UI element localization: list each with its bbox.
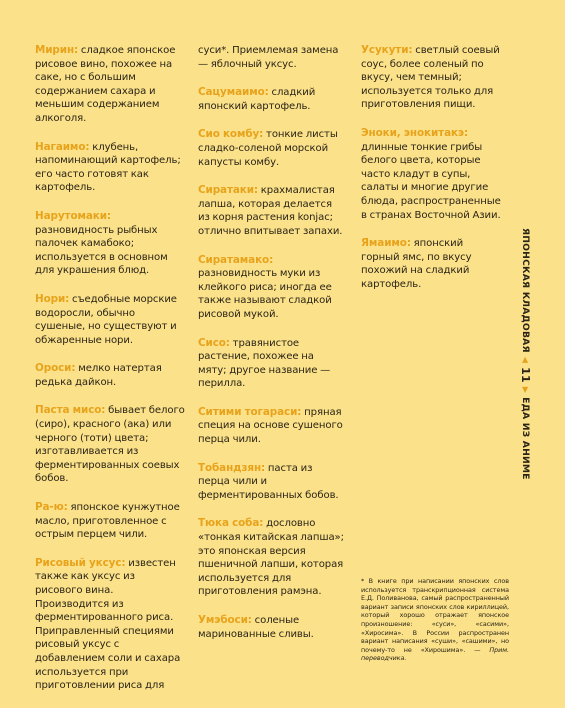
- glossary-entry: [198, 86, 344, 113]
- glossary-definition: мелко натертая редька дайкон.: [35, 363, 162, 388]
- glossary-term: Усукути:: [361, 44, 413, 56]
- glossary-term: Нагаимо:: [35, 140, 90, 153]
- glossary-term: Тюка соба:: [198, 517, 264, 530]
- glossary-term: Сиратамако:: [198, 253, 274, 266]
- glossary-definition: сладкий японский картофель.: [198, 87, 316, 112]
- glossary-term: Мирин:: [35, 44, 79, 56]
- footnote-editor-note: Прим. переводчика.: [361, 645, 509, 663]
- glossary-term: Сиратаки:: [198, 184, 258, 197]
- glossary-entry: [198, 614, 344, 641]
- glossary-definition: съедобные морские водоросли, обычно сушеные, но существуют и обжаренные нори.: [35, 293, 177, 346]
- glossary-definition: японское кунжутное масло, приготовленное с острым перцем чили.: [35, 502, 180, 541]
- glossary-entry-continuation: [198, 44, 344, 71]
- glossary-definition: светлый соевый соус, более соленый по вкусу, чем темный; используется только для приготовления пищи.: [361, 45, 500, 111]
- glossary-term: Ситими тогараси:: [198, 405, 302, 418]
- glossary-entry: [35, 557, 185, 693]
- separator-arrow-icon: ▶: [521, 386, 531, 394]
- glossary-term: Сисо:: [198, 336, 230, 349]
- glossary-term: Сио комбу:: [198, 128, 264, 141]
- glossary-entry: [35, 501, 185, 542]
- glossary-term: Ороси:: [35, 362, 76, 375]
- glossary-definition: известен также как уксус из рисового вина. Производится из ферментированного риса. Приправленный специями рисовый уксус с добавлением соли и сахара используется при приготовлении риса для: [35, 557, 181, 692]
- glossary-term: Сацумаимо:: [198, 86, 269, 99]
- footnote-text: * В книге при написании японских слов используется транскрипционная система Е.Д. Поливанова, самый распространенный вариант записи японских слов кириллицей, который хорошо отражает японское произношение: «суси», «сасими», «Хиросима». В России распространен вариант написания «суши», «сашими», но почему-то не «Хирошима». —: [361, 577, 509, 654]
- separator-arrow-icon: ◀: [521, 356, 531, 364]
- glossary-entry: [35, 293, 185, 347]
- glossary-term: Тобандзян:: [198, 461, 266, 474]
- section-title: ЯПОНСКАЯ КЛАДОВАЯ: [520, 228, 532, 353]
- glossary-definition: японский горный ямс, по вкусу похожий на сладкий картофель.: [361, 238, 472, 290]
- book-title: ЕДА ИЗ АНИМЕ: [520, 397, 532, 480]
- glossary-definition: пряная специя на основе сушеного перца чили.: [198, 406, 343, 446]
- glossary-term: Эноки, энокитакэ:: [361, 126, 469, 139]
- glossary-term: Ра-ю:: [35, 501, 68, 514]
- glossary-column-3: [361, 44, 503, 307]
- glossary-definition: разновидность рыбных палочек камабоко; используется в основном для украшения блюд.: [35, 224, 168, 277]
- page-number: 11: [519, 367, 533, 383]
- glossary-definition: длинные тонкие грибы белого цвета, которые часто кладут в супы, салаты и многие другие блюда, распространенные в странах Восточной Азии.: [361, 141, 501, 221]
- glossary-term: Умэбоси:: [198, 614, 252, 626]
- glossary-term: Паста мисо:: [35, 404, 106, 417]
- glossary-entry: [198, 462, 344, 503]
- glossary-entry: [198, 337, 344, 391]
- glossary-term: Рисовый уксус:: [35, 556, 126, 569]
- glossary-entry: [35, 210, 185, 278]
- glossary-entry: [35, 44, 185, 126]
- glossary-entry: [198, 184, 344, 238]
- glossary-entry: [361, 237, 503, 291]
- glossary-definition: сладкое японское рисовое вино, похожее на саке, но с большим содержанием сахара и меньшим содержанием алкоголя.: [35, 45, 176, 124]
- glossary-definition: соленые маринованные сливы.: [198, 615, 314, 640]
- glossary-definition: крахмалистая лапша, которая делается из корня растения konjac; отлично впитывает запахи.: [198, 185, 343, 237]
- glossary-definition: паста из перца чили и ферментированных бобов.: [198, 462, 339, 501]
- running-header: [518, 228, 534, 536]
- glossary-entry: [35, 404, 185, 486]
- glossary-term: Ямаимо:: [361, 237, 411, 250]
- glossary-definition: клубень, напоминающий картофель; его часто готовят как картофель.: [35, 141, 181, 194]
- glossary-definition: разновидность муки из клейкого риса; иногда ее также называют сладкой рисовой мукой.: [198, 268, 332, 320]
- glossary-term: Нори:: [35, 292, 70, 305]
- glossary-entry: [361, 44, 503, 112]
- glossary-entry: [198, 254, 344, 322]
- glossary-definition: суси*. Приемлемая замена — яблочный уксус.: [198, 45, 339, 70]
- glossary-entry: [35, 141, 185, 195]
- glossary-column-2: [198, 44, 344, 656]
- glossary-definition: бывает белого (сиро), красного (ака) или черного (тоти) цвета; изготавливается из ферментированных соевых бобов.: [35, 405, 185, 485]
- glossary-term: Нарутомаки:: [35, 209, 111, 222]
- footnote: [361, 577, 509, 663]
- glossary-entry: [198, 406, 344, 447]
- glossary-definition: тонкие листы сладко-соленой морской капусты комбу.: [198, 129, 338, 168]
- glossary-entry: [198, 128, 344, 169]
- glossary-entry: [198, 517, 344, 599]
- glossary-entry: [35, 362, 185, 389]
- glossary-definition: дословно «тонкая китайская лапша»; это японская версия пшеничной лапши, которая используется для приготовления рамэна.: [198, 518, 344, 598]
- glossary-definition: травянистое растение, похожее на мяту; другое название — перилла.: [198, 337, 331, 390]
- glossary-entry: [361, 127, 503, 222]
- glossary-column-1: [35, 44, 185, 708]
